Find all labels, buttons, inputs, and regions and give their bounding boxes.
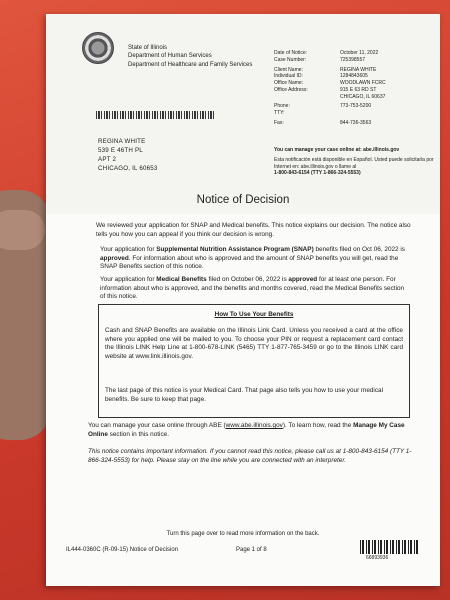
snap-text-e: . For information about who is approved and the amount of SNAP benefits you will get, read the SNAP Benefits section of this notice. [100, 254, 399, 271]
abe-link[interactable]: www.abe.illinois.gov [225, 422, 283, 429]
medical-card-paragraph: The last page of this notice is your Medical Card. That page also tells you how to use your medical benefits. Be sure to keep that page. [105, 387, 384, 403]
notice-info-label: Client Name: [274, 66, 303, 73]
notice-info-value: WOODLAWN FCRC [340, 80, 386, 86]
form-number: IL444-0360C (R-09-15) Notice of Decision [66, 547, 179, 553]
notice-info-value: 773-753-5200 [340, 103, 372, 110]
notice-info-row [274, 67, 444, 74]
notice-info-label [274, 94, 340, 101]
notice-info-label: Date of Notice: [274, 50, 308, 56]
notice-info-label: Office Address: [274, 86, 308, 93]
address-line-2: APT 2 [98, 155, 117, 163]
medical-text-a: Your application for [100, 276, 157, 283]
spanish-note: Esta notificación está disponible en Español. Usted puede solicitarla por Internet en: abe.illinois.gov o llame al [274, 156, 434, 170]
thumb [0, 210, 45, 250]
notice-info-row [274, 57, 444, 64]
snap-status: approved [100, 254, 129, 262]
notice-info-row [274, 87, 444, 94]
notice-info-row [274, 73, 444, 80]
notice-info-value: REGINA WHITE [340, 66, 377, 73]
medical-status: approved [288, 276, 318, 283]
medical-text-c: filed on October 06, 2022 is [206, 276, 289, 283]
abe-text-c: ). To learn how, read the [282, 422, 354, 429]
how-to-use-box [98, 304, 410, 418]
notice-info-value: 1284843605 [340, 73, 368, 80]
notice-info-value: 915 E 63 RD ST [340, 86, 377, 93]
address-line-1: 539 E 46TH PL [98, 146, 143, 154]
notice-info-table [274, 50, 444, 127]
snap-text-c: benefits filed on Oct 06, 2022 is [313, 246, 406, 253]
agency-header [128, 44, 252, 69]
medical-program-name: Medical Benefits [156, 276, 207, 283]
address-line-3: CHICAGO, IL 60653 [98, 164, 158, 172]
page-title: Notice of Decision [196, 194, 290, 206]
notice-info-label: Phone: [274, 103, 290, 110]
department-healthcare: Department of Healthcare and Family Services [128, 61, 253, 68]
notice-info-value: 844-736-3563 [340, 119, 372, 126]
snap-text-a: Your application for [100, 246, 157, 253]
mail-barcode [96, 111, 216, 119]
turn-page-note: Turn this page over to read more information on the back. [166, 531, 320, 537]
department-human-services: Department of Human Services [128, 53, 212, 60]
abe-section-name: Manage My Case Online [88, 422, 405, 438]
snap-paragraph [100, 246, 410, 272]
intro-paragraph: We reviewed your application for SNAP and Medical benefits. This notice explains our decision. The notice also tells you how you can appeal if you think our decision is wrong. [96, 222, 411, 238]
medical-text-e: for at least one person. For information about who is approved, and the benefits and months covered, read the Medical Benefits section of this notice. [100, 276, 405, 301]
medical-paragraph [100, 276, 410, 302]
abe-text-a: You can manage your case online through ABE ( [88, 422, 226, 429]
barcode-number: 66893936 [366, 555, 389, 561]
notice-info-label: Fax: [274, 119, 284, 126]
recipient-name: REGINA WHITE [98, 138, 146, 145]
important-info-paragraph: This notice contains important information. If you cannot read this notice, please call us at 1-800-843-6154 (TTY 1-866-324-5553) for help. Please stay on the line while you are connected with an interpreter. [88, 448, 412, 464]
notice-info-label: Case Number: [274, 56, 307, 63]
abe-text-e: section in this notice. [107, 430, 169, 438]
notice-info-label: Individual ID: [274, 73, 303, 80]
snap-program-name: Supplemental Nutrition Assistance Program (SNAP) [156, 246, 314, 253]
notice-document [46, 14, 440, 586]
notice-info-row [274, 120, 444, 127]
notice-info-value: CHICAGO, IL 60637 [340, 93, 386, 100]
notice-info-label: TTY: [274, 110, 285, 116]
state-name: State of Illinois [128, 45, 168, 51]
online-info [274, 147, 444, 177]
state-seal-icon [82, 32, 114, 64]
help-phone: 1-800-843-6154 (TTY 1-866-324-5553) [274, 170, 361, 177]
page-number: Page 1 of 8 [236, 547, 267, 553]
notice-info-value: 725398557 [340, 56, 366, 63]
box-title: How To Use Your Benefits [214, 311, 294, 318]
link-card-paragraph: Cash and SNAP Benefits are available on the Illinois Link Card. Unless you received a card at the office where you applied one will be mailed to you. To choose your PIN or request a replacement card contact the Illinois LINK Help Line at 1-800-678-LINK (5465) TTY 1-877-765-3459 or go to the Illinois LINK card website at www.link.illinois.gov. [105, 327, 403, 360]
notice-info-row [274, 103, 444, 110]
notice-info-row [274, 110, 444, 117]
notice-info-row [274, 94, 444, 101]
notice-info-row [274, 80, 444, 87]
manage-abe-paragraph [88, 422, 418, 439]
notice-info-row [274, 50, 444, 57]
notice-info-label: Office Name: [274, 80, 304, 86]
manage-online-line: You can manage your case online at: abe.illinois.gov [274, 147, 400, 153]
document-barcode [360, 540, 420, 554]
notice-info-value: October 11, 2022 [340, 50, 379, 56]
mailing-address [98, 138, 158, 174]
